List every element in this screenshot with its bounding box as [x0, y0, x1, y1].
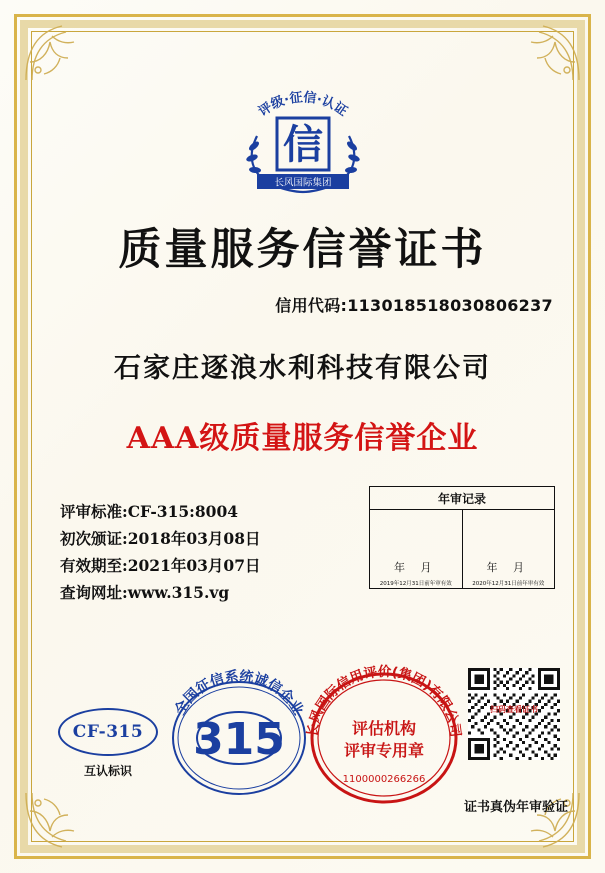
- red-seal-line1: 评估机构: [351, 719, 417, 738]
- annual-review-title: 年审记录: [369, 486, 555, 509]
- annual-review-cell: [370, 510, 462, 588]
- svg-text:全国征信系统诚信企业: [171, 668, 306, 718]
- annual-review-body: [369, 509, 555, 589]
- emblem-center-char: 信: [282, 122, 323, 168]
- seal-315-center: 315: [193, 714, 285, 765]
- cf-mark-caption: 互认标识: [83, 764, 132, 778]
- svg-text:评级·征信·认证: [255, 89, 350, 119]
- certificate-details: [60, 498, 261, 606]
- emblem-top-text: 评级·征信·认证: [255, 90, 350, 120]
- cf-mark: [54, 708, 162, 779]
- company-name: 石家庄逐浪水利科技有限公司: [114, 353, 491, 384]
- cf-mark-label: CF-315: [58, 708, 158, 756]
- organization-emblem-icon: [221, 74, 385, 202]
- red-seal-ring-text: 长风国际信用评价(集团)有限公司: [304, 664, 464, 739]
- grade-title: AAA级质量服务信誉企业: [126, 421, 479, 456]
- credit-code: 信用代码:113018518030806237: [275, 296, 553, 315]
- annual-review-note: 2019年12月31日前年审有效: [379, 581, 452, 587]
- emblem-bottom-text: 长风国际集团: [273, 177, 332, 189]
- qr-overlay-text: 扫码查看证书: [490, 705, 538, 714]
- seal-315-icon: [164, 668, 314, 800]
- annual-review-year-month: 年 月: [486, 561, 530, 574]
- official-red-seal-icon: [304, 664, 464, 809]
- certificate-content: [46, 46, 568, 827]
- detail-valid-until: 有效期至:2021年03月07日: [60, 556, 261, 575]
- red-seal-code: 1100000266266: [342, 774, 426, 785]
- detail-issue-date: 初次颁证:2018年03月08日: [60, 529, 261, 548]
- red-seal-line2: 评审专用章: [343, 741, 425, 760]
- seals-row: [46, 646, 568, 826]
- detail-website: 查询网址:www.315.vg: [60, 583, 230, 602]
- annual-review-year-month: 年 月: [394, 561, 438, 574]
- seal-315-ring-text: 全国征信系统诚信企业: [172, 668, 306, 718]
- annual-review-table: [369, 486, 555, 589]
- annual-review-cell: [462, 510, 555, 588]
- qr-caption: 证书真伪年审验证: [463, 800, 568, 815]
- detail-standard: 评审标准:CF-315:8004: [60, 502, 239, 521]
- certificate-title: 质量服务信誉证书: [118, 225, 487, 275]
- annual-review-note: 2020年12月31日前年审有效: [472, 581, 545, 587]
